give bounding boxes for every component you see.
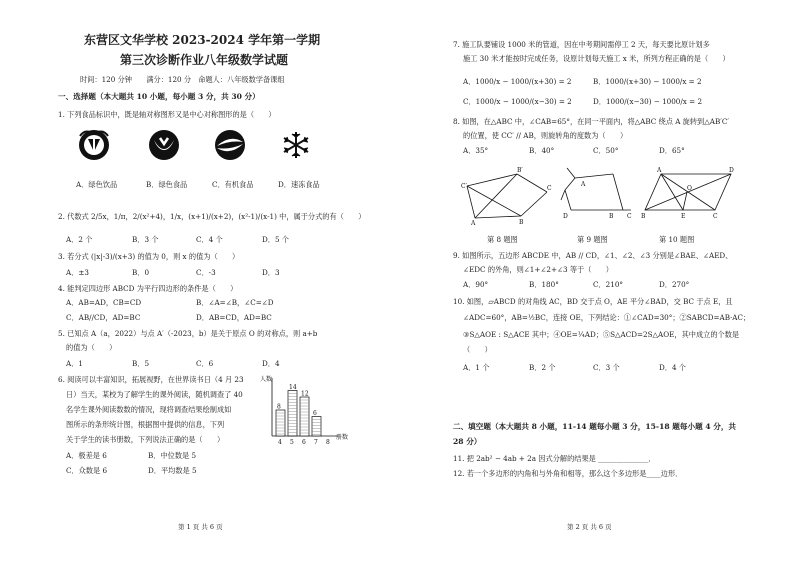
q1-option-b: B．绿色食品 [146,180,188,189]
exam-title-line1: 东营区文华学校 2023-2024 学年第一学期 [84,33,321,47]
q4-stem: 4. 能判定四边形 ABCD 为平行四边形的条件是（ ） [58,284,238,293]
q2-option-b: B．3 个 [132,235,159,244]
q7-stem-line2: 施工 30 米才能按时完成任务，设原计划每天施工 x 米，所列方程正确的是（ ） [463,54,730,63]
section2-heading-cont: 28 分） [453,437,482,446]
q2-option-a: A．2 个 [66,235,93,244]
q3-stem: 3. 若分式 (|x|-3)/(x+3) 的值为 0，则 x 的值为（ ） [58,252,240,261]
bar-5 [288,391,297,437]
svg-text:O: O [687,185,692,192]
q8-stem-line1: 8. 如图，在△ABC 中，∠CAB=65°，在同一平面内，将△ABC 绕点 A 旋转到△AB′C′ [453,117,730,126]
q12-stem: 12. 若一个多边形的内角和与外角和相等，那么这个多边形是____边形． [453,469,683,478]
q10-option-a: A．1 个 [463,363,490,372]
q10-stem-line3: ③S△AOE : S△ACE 其中；④OE=¼AD；⑤S△ACD=2S△AOE，其中成立的个数是 [463,330,740,339]
figure-9-pentagon [561,166,635,224]
q5-stem-line2: 的值为（ ） [66,343,117,352]
q10-stem-line2: ∠ADC=60°，AB=½BC，连接 OE，下列结论：①∠CAD=30°；②SABCD=AB·AC； [463,313,751,322]
bar-label-4: 8 [277,403,281,411]
x-tick-5: 5 [290,439,294,446]
q8-option-c: C．50° [593,146,619,155]
q10-option-c: C．3 个 [593,363,620,372]
q1-option-d: D．速冻食品 [278,180,320,189]
x-tick-4: 4 [278,439,282,446]
q9-stem-line1: 9. 如图所示，五边形 ABCDE 中，AB // CD，∠1、∠2、∠3 分别是∠BAE、∠AED、 [453,251,733,260]
figure-9-caption: 第 9 题图 [577,235,608,244]
q4-option-a: A．AB=AD，CB=CD [66,298,142,307]
figure-8-triangle-rotation [461,164,551,226]
q6-line5: 关于学生的读书册数，下列说法正确的是（ ） [66,435,225,444]
q7-option-d: D．1000/(x−30) − 1000/x = 2 [593,97,703,106]
q4-option-c: C．AB//CD，AD=BC [66,313,141,322]
exam-meta: 时间：120 分钟 满分：120 分 命题人：八年级数学备课组 [80,75,285,84]
bar-label-6: 12 [301,390,309,398]
q11-stem: 11. 把 2ab² − 4ab + 2a 因式分解的结果是 ______________． [453,454,656,463]
svg-text:B: B [609,213,614,220]
q8-stem-line2: 的位置，使 CC′ // AB，则旋转角的度数为（ ） [463,131,628,140]
exam-title-line2: 第三次诊断作业八年级数学试题 [120,53,289,67]
bar-label-5: 14 [289,384,297,391]
q5-option-b: B．5 [132,359,150,368]
q8-option-b: B．40° [529,146,555,155]
q9-option-b: B．180° [529,280,559,289]
right-page [397,0,794,561]
svg-text:B: B [519,219,524,226]
q10-stem-line4: （ ） [463,345,492,354]
bar-4 [276,410,285,436]
q10-stem-line1: 10. 如图，▱ABCD 的对角线 AC，BD 交于点 O，AE 平分∠BAD，交 BC 于点 E，且 [453,297,733,306]
q4-option-d: D．AB=CD，AD=BC [196,313,272,322]
y-axis-label: 人数 [260,376,273,383]
q3-option-b: B．0 [132,268,150,277]
q7-option-a: A．1000/x − 1000/(x+30) = 2 [463,77,572,86]
green-food-logo-icon [146,128,182,162]
q8-option-a: A．35° [463,146,489,155]
bar-label-7: 6 [313,410,317,417]
q2-stem: 2. 代数式 2/5x，1/π，2/(x²+4)，1/x，(x+1)/(x+2)，(x²-1)/(x-1) 中，属于分式的有（ ） [58,212,366,221]
reading-bar-chart [258,372,350,450]
q8-option-d: D．65° [659,146,685,155]
svg-text:A: A [471,220,476,227]
svg-text:A: A [581,181,586,188]
section2-heading: 二、填空题（本大题共 8 小题，11-14 题每小题 3 分，15-18 题每小题 4 分，共 [453,422,737,431]
x-tick-8: 8 [326,439,330,446]
q6-line3: 名学生课外阅读数数的情况，现将调查结果绘制成如 [66,405,232,414]
figure-10-parallelogram [641,164,735,224]
svg-text:D: D [563,213,568,220]
svg-text:B′: B′ [517,167,523,174]
svg-text:D: D [729,167,734,174]
q9-option-a: A．90° [463,280,489,289]
q1-option-c: C．有机食品 [212,180,254,189]
q5-option-c: C．6 [196,359,214,368]
q3-option-a: A．±3 [66,268,89,277]
svg-text:C: C [547,185,552,192]
q9-option-d: D．270° [659,280,690,289]
q1-option-a: A．绿色饮品 [76,180,118,189]
q7-stem-line1: 7. 施工队要铺设 1000 米的管道，因在中考期间需停工 2 天，每天要比原计划多 [453,40,710,49]
svg-text:A: A [657,167,662,174]
q9-stem-line2: ∠EDC 的外角，则∠1+∠2+∠3 等于（ ） [463,265,613,274]
x-tick-7: 7 [314,439,318,446]
svg-text:C′: C′ [461,183,467,190]
q5-option-a: A．1 [66,359,83,368]
q10-option-d: D．4 个 [659,363,686,372]
q2-option-c: C．4 个 [196,235,223,244]
frozen-food-snowflake-icon [278,128,314,162]
svg-text:B: B [641,213,646,220]
section1-heading: 一、选择题（本大题共 10 小题，每小题 3 分，共 30 分） [58,92,260,101]
svg-text:C: C [627,213,632,220]
x-tick-6: 6 [302,439,306,446]
q6-option-a: A．极差是 6 [66,451,107,460]
q6-line4: 图所示的条形统计图，根据图中提供的信息，下列 [66,420,225,429]
figure-8-caption: 第 8 题图 [487,235,518,244]
green-drink-logo-icon [76,128,112,162]
svg-text:C: C [713,213,718,220]
q10-option-b: B．2 个 [529,363,556,372]
q7-option-b: B．1000/(x+30) − 1000/x = 2 [593,77,702,86]
q1-stem: 1. 下列食品标识中，既是轴对称图形又是中心对称图形的是（ ） [58,110,276,119]
q5-option-d: D．4 [262,359,280,368]
q5-stem-line1: 5. 已知点 A（a，2022）与点 A′（-2023，b）是关于原点 O 的对称点，则 a+b [58,329,318,338]
q3-option-d: D．3 [262,268,280,277]
page-footer-left: 第 1 页 共 6 页 [178,523,223,531]
figure-10-caption: 第 10 题图 [659,235,695,244]
q6-option-c: C．众数是 6 [66,466,108,475]
q6-option-b: B．中位数是 5 [148,451,197,460]
q9-option-c: C．210° [593,280,623,289]
organic-food-logo-icon [212,128,248,162]
q2-option-d: D．5 个 [262,235,289,244]
q3-option-c: C．-3 [196,268,216,277]
q6-line1: 6. 阅读可以丰富知识，拓展视野，在世界读书日（4 月 23 [58,375,244,384]
q6-line2: 日）当天，某校为了解学生的课外阅读，随机调查了 40 [66,390,243,399]
x-axis-label: 册数 [336,434,349,441]
q4-option-b: B．∠A=∠B，∠C=∠D [196,298,274,307]
q7-option-c: C．1000/x − 1000/(x−30) = 2 [463,97,572,106]
svg-text:E: E [681,213,686,220]
q6-option-d: D．平均数是 5 [148,466,197,475]
page-footer-right: 第 2 页 共 6 页 [567,523,612,531]
